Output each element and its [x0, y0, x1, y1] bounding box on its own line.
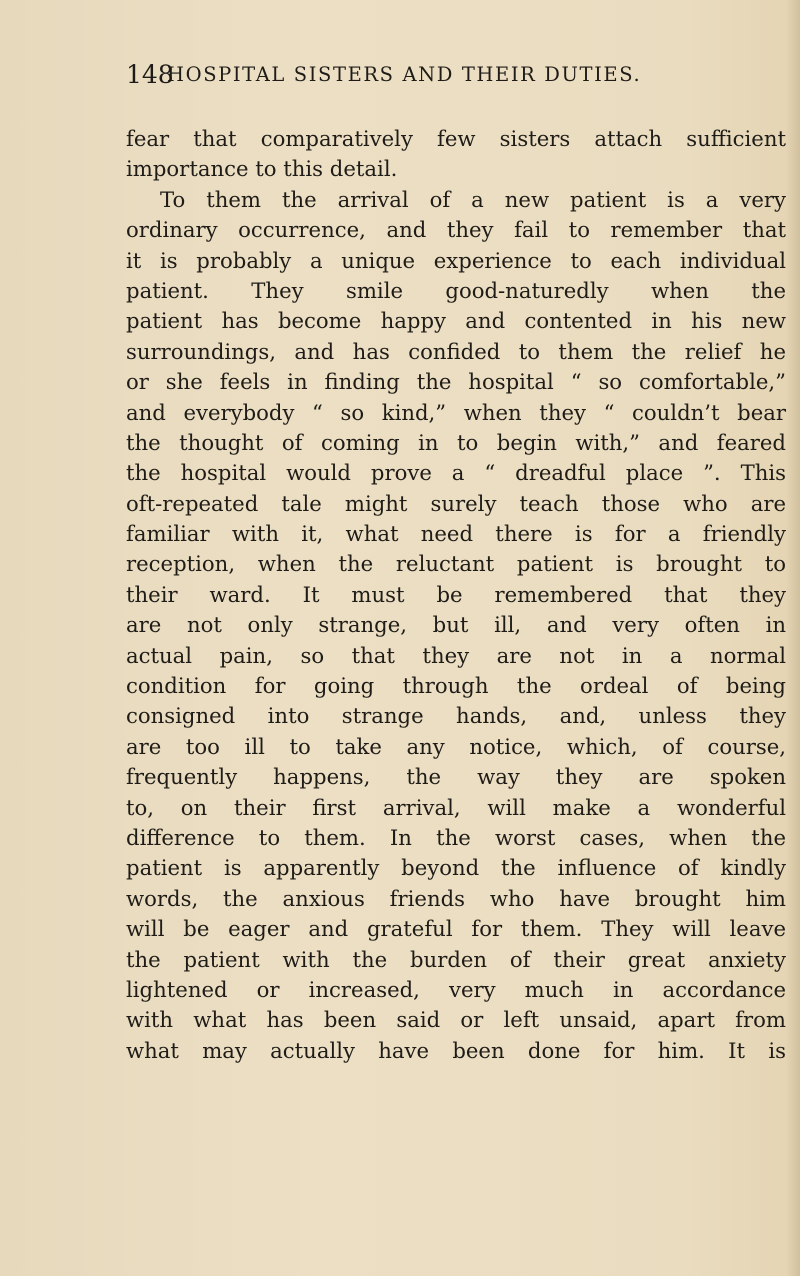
text-line: reception, when the reluctant patient is brought to: [126, 551, 786, 577]
text-line: To them the arrival of a new patient is a very: [160, 186, 786, 212]
text-line: to, on their first arrival, will make a wonderful: [126, 794, 786, 820]
text-line: the patient with the burden of their great anxiety: [126, 946, 786, 972]
text-line: oft-repeated tale might surely teach those who are: [126, 490, 786, 516]
text-line: patient has become happy and contented in his new: [126, 308, 786, 334]
text-line: frequently happens, the way they are spoken: [126, 764, 786, 790]
text-line: the thought of coming in to begin with,” and feared: [126, 429, 786, 455]
text-line: ordinary occurrence, and they fail to remember that: [126, 217, 786, 243]
text-line: difference to them. In the worst cases, when the: [126, 824, 786, 850]
body-text: [126, 124, 786, 1066]
text-line: and everybody “ so kind,” when they “ couldn’t bear: [126, 399, 786, 425]
text-line: will be eager and grateful for them. They will leave: [126, 916, 786, 942]
text-line: surroundings, and has confided to them the relief he: [126, 338, 786, 364]
text-line: are too ill to take any notice, which, of course,: [126, 733, 786, 759]
text-line: condition for going through the ordeal of being: [126, 673, 786, 699]
page-edge-shadow: [786, 0, 800, 1276]
text-line: fear that comparatively few sisters attach sufficient: [126, 126, 786, 151]
running-title: HOSPITAL SISTERS AND THEIR DUTIES.: [167, 63, 642, 86]
text-line: what may actually have been done for him. It is: [126, 1037, 786, 1063]
text-line: words, the anxious friends who have brought him: [126, 885, 786, 911]
page-number: 148: [126, 60, 174, 89]
text-line: the hospital would prove a “ dreadful place ”. This: [126, 460, 786, 486]
text-line: consigned into strange hands, and, unless they: [126, 703, 786, 729]
text-line: are not only strange, but ill, and very often in: [126, 612, 786, 638]
text-line: lightened or increased, very much in accordance: [126, 976, 786, 1002]
text-line: familiar with it, what need there is for a friendly: [126, 521, 786, 547]
text-line: actual pain, so that they are not in a normal: [126, 642, 786, 668]
text-line: with what has been said or left unsaid, apart from: [126, 1007, 786, 1033]
text-line: patient is apparently beyond the influence of kindly: [126, 855, 786, 881]
text-line: their ward. It must be remembered that they: [126, 581, 786, 607]
text-line: it is probably a unique experience to each individual: [126, 247, 786, 273]
text-line: or she feels in finding the hospital “ so comfortable,”: [126, 369, 786, 395]
running-head: [126, 58, 766, 92]
text-line: importance to this detail.: [126, 156, 398, 182]
text-line: patient. They smile good-naturedly when the: [126, 277, 786, 303]
